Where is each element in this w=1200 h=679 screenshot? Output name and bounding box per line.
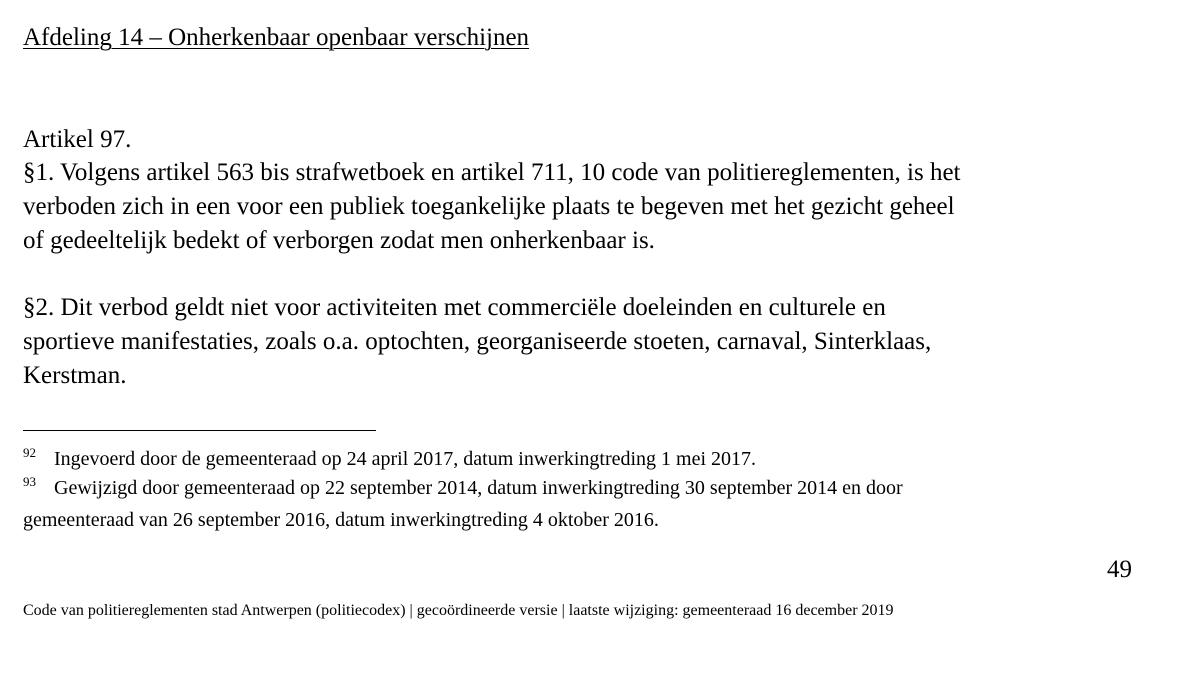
footnote-separator (23, 430, 376, 431)
paragraph-1-line: §1. Volgens artikel 563 bis strafwetboek en artikel 711, 10 code van politiereglementen, is het (23, 159, 961, 186)
footnote-number: 93 (23, 474, 36, 489)
article-title: Artikel 97. (23, 126, 132, 153)
footnote-92 (23, 446, 1173, 472)
paragraph-2-line: §2. Dit verbod geldt niet voor activiteiten met commerciële doeleinden en culturele en (23, 294, 886, 321)
footnote-text: Gewijzigd door gemeenteraad op 22 september 2014, datum inwerkingtreding 30 september 2014 en door (54, 477, 903, 499)
paragraph-1-line: of gedeeltelijk bedekt of verborgen zodat men onherkenbaar is. (23, 227, 655, 254)
paragraph-2-line: sportieve manifestaties, zoals o.a. optochten, georganiseerde stoeten, carnaval, Sinterklaas, (23, 328, 932, 355)
paragraph-1-line: verboden zich in een voor een publiek toegankelijke plaats te begeven met het gezicht geheel (23, 193, 955, 220)
page-number: 49 (1107, 556, 1132, 583)
footnote-number: 92 (23, 445, 36, 460)
footnote-93 (23, 475, 1173, 501)
paragraph-2-line: Kerstman. (23, 362, 127, 389)
footnote-text: Ingevoerd door de gemeenteraad op 24 april 2017, datum inwerkingtreding 1 mei 2017. (54, 448, 757, 470)
section-heading: Afdeling 14 – Onherkenbaar openbaar verschijnen (23, 24, 530, 51)
footnote-93-continuation: gemeenteraad van 26 september 2016, datum inwerkingtreding 4 oktober 2016. (23, 509, 659, 531)
page-footer: Code van politiereglementen stad Antwerpen (politiecodex) | gecoördineerde versie | laatste wijziging: gemeenteraad 16 december 2019 (23, 602, 894, 619)
